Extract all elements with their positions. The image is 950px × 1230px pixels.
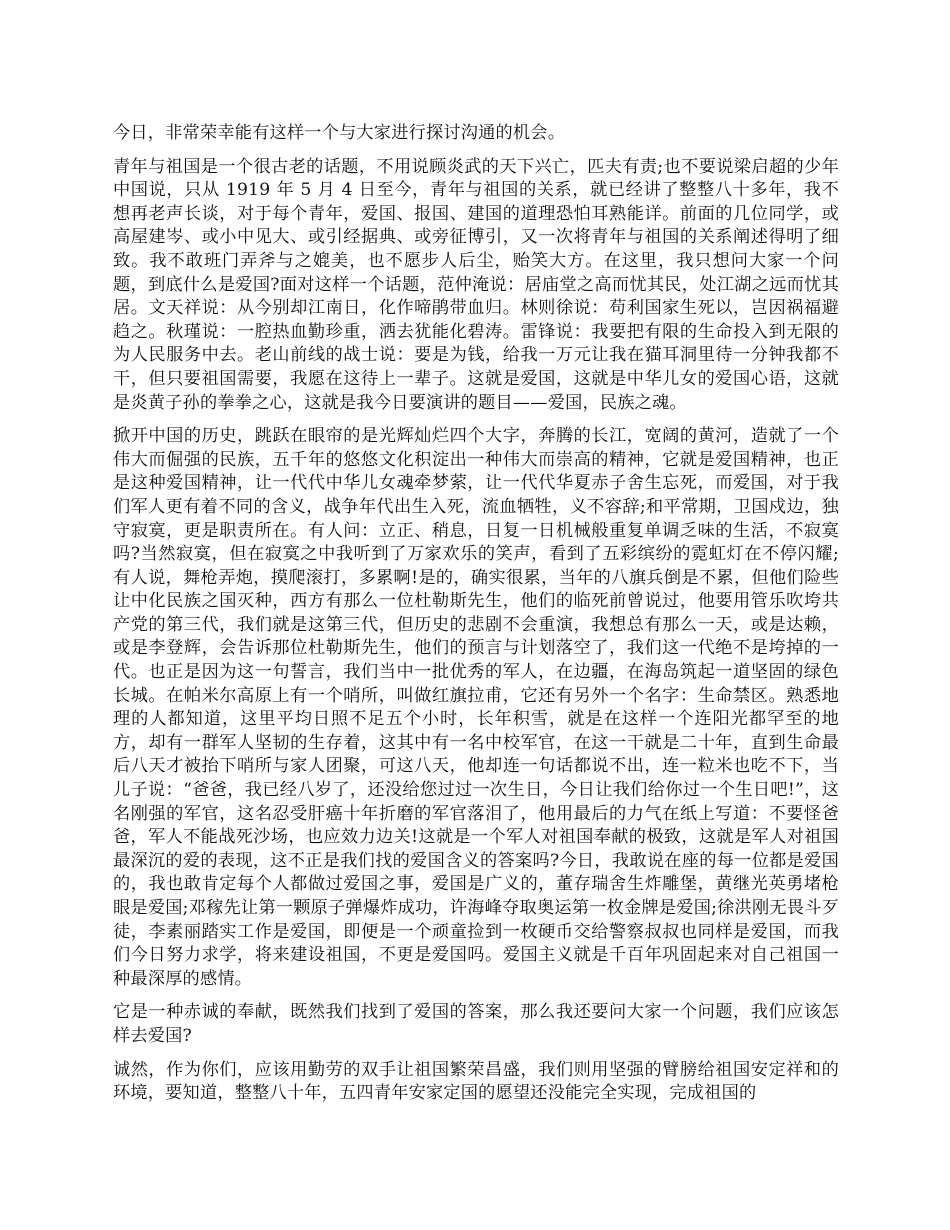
paragraph-how-to-love-country: 它是一种赤诚的奉献，既然我们找到了爱国的答案，那么我还要问大家一个问题，我们应该怎样去爱国? [113, 1002, 839, 1046]
document-body [113, 122, 839, 1116]
paragraph-history-and-soldiers: 掀开中国的历史，跳跃在眼帘的是光辉灿烂四个大字，奔腾的长江，宽阔的黄河，造就了一个伟大而倔强的民族，五千年的悠悠文化积淀出一种伟大而崇高的精神，它就是爱国精神，也正是这种爱国精神，让一代代中华儿女魂牵梦萦，让一代代华夏赤子舍生忘死，而爱国，对于我们军人更有着不同的含义，战争年代出生入死，流血牺牲，义不容辞;和平常期，卫国戍边，独守寂寞，更是职责所在。有人问：立正、稍息，日复一日机械般重复单调乏味的生活，不寂寞吗?当然寂寞，但在寂寞之中我听到了万家欢乐的笑声，看到了五彩缤纷的霓虹灯在不停闪耀;有人说，舞枪弄炮，摸爬滚打，多累啊!是的，确实很累，当年的八旗兵倒是不累，但他们险些让中化民族之国灭种，西方有那么一位杜勒斯先生，他们的临死前曾说过，他要用管乐吹垮共产党的第三代，我们就是这第三代，但历史的悲剧不会重演，我想总有那么一天，或是达赖，或是李登辉，会告诉那位杜勒斯先生，他们的预言与计划落空了，我们这一代绝不是垮掉的一代。也正是因为这一句誓言，我们当中一批优秀的军人，在边疆，在海岛筑起一道坚固的绿色长城。在帕米尔高原上有一个哨所，叫做红旗拉甫，它还有另外一个名字：生命禁区。熟悉地理的人都知道，这里平均日照不足五个小时，长年积雪，就是在这样一个连阳光都罕至的地方，却有一群军人坚韧的生存着，这其中有一名中校军官，在这一干就是二十年，直到生命最后八天才被抬下哨所与家人团聚，可这八天，他却连一句话都说不出，连一粒米也吃不下，当儿子说：“爸爸，我已经八岁了，还没给您过过一次生日，今日让我们给你过一个生日吧!”，这名刚强的军官，这名忍受肝癌十年折磨的军官落泪了，他用最后的力气在纸上写道：不要怪爸爸，军人不能战死沙场，也应效力边关!这就是一个军人对祖国奉献的极致，这就是军人对祖国最深沉的爱的表现，这不正是我们找的爱国含义的答案吗?今日，我敢说在座的每一位都是爱国的，我也敢肯定每个人都做过爱国之事，爱国是广义的，董存瑞舍生炸雕堡，黄继光英勇堵枪眼是爱国;邓稼先让第一颗原子弹爆炸成功，许海峰夺取奥运第一枚金牌是爱国;徐洪刚无畏斗歹徒，李素丽踏实工作是爱国，即便是一个顽童捡到一枚硬币交给警察叔叔也同样是爱国，而我们今日努力求学，将来建设祖国，不更是爱国吗。爱国主义就是千百年巩固起来对自己祖国一种最深厚的感情。 [113, 426, 839, 989]
paragraph-youth-and-motherland: 青年与祖国是一个很古老的话题，不用说顾炎武的天下兴亡，匹夫有责;也不要说梁启超的少年中国说，只从 1919 年 5 月 4 日至今，青年与祖国的关系，就已经讲了整整八十多年，我不想再老声长谈，对于每个青年，爱国、报国、建国的道理恐怕耳熟能详。前面的几位同学，或高屋建岑、或小中见大、或引经据典、或旁征博引，又一次将青年与祖国的关系阐述得明了细致。我不敢班门弄斧与之媲美，也不愿步人后尘，贻笑大方。在这里，我只想问大家一个问题，到底什么是爱国?面对这样一个话题，范仲淹说：居庙堂之高而忧其民，处江湖之远而忧其居。文天祥说：从今别却江南日，化作啼鹃带血归。林则徐说：苟利国家生死以，岂因祸福避趋之。秋瑾说：一腔热血勤珍重，洒去犹能化碧涛。雷锋说：我要把有限的生命投入到无限的为人民服务中去。老山前线的战士说：要是为钱，给我一万元让我在猫耳洞里待一分钟我都不干，但只要祖国需要，我愿在这待上一辈子。这就是爱国，这就是中华儿女的爱国心语，这就是炎黄子孙的拳拳之心，这就是我今日要演讲的题目——爱国，民族之魂。 [113, 156, 839, 413]
paragraph-closing: 诚然，作为你们，应该用勤劳的双手让祖国繁荣昌盛，我们则用坚强的臂膀给祖国安定祥和的环境，要知道，整整八十年，五四青年安家定国的愿望还没能完全实现，完成祖国的 [113, 1059, 839, 1104]
paragraph-opening: 今日，非常荣幸能有这样一个与大家进行探讨沟通的机会。 [113, 123, 566, 143]
